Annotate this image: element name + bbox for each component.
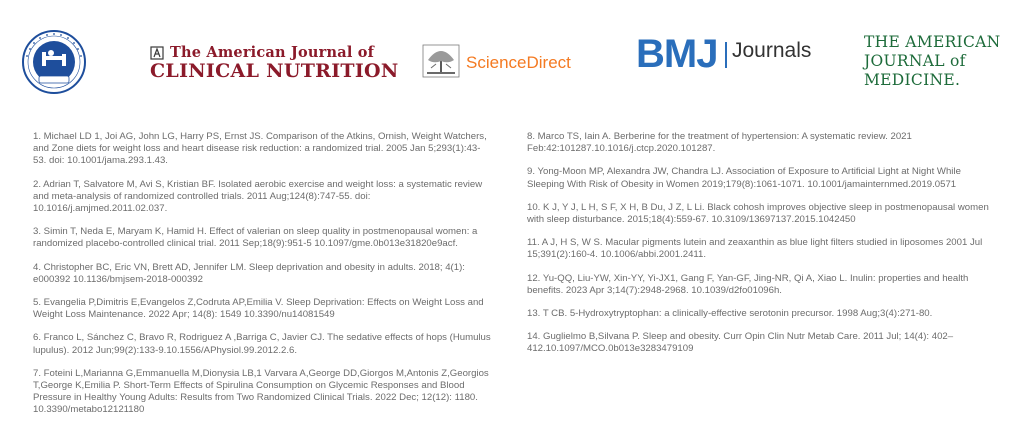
elsevier-tree-icon	[422, 44, 460, 78]
reference-item: 9. Yong-Moon MP, Alexandra JW, Chandra LJ. Association of Exposure to Artificial Light at Night While Sleeping With Risk of Obesity in Women 2019;179(8):1061-1071. 10.1001/jamainternmed.2019.0571	[527, 166, 961, 190]
sciencedirect-logo	[422, 44, 592, 84]
sleep-disorders-journal-seal-logo	[22, 30, 86, 94]
ajcn-logo-line1: The American Journal of	[170, 44, 375, 61]
reference-item: 6. Franco L, Sánchez C, Bravo R, Rodriguez A ,Barriga C, Javier CJ. The sedative effects of hops (Humulus lupulus). 2012 Jun;99(2):133-9.10.1556/APhysiol.99.2012.2.6.	[33, 332, 491, 356]
american-journal-of-medicine-logo	[864, 33, 1004, 93]
ajcn-emblem-icon	[150, 46, 164, 60]
reference-item: 3. Simin T, Neda E, Maryam K, Hamid H. Effect of valerian on sleep quality in postmenopausal women: a randomized placebo-controlled clinical trial. 2011 Sep;18(9):951-5 10.1097/gme.0b013e31820e9acf.	[33, 226, 478, 250]
bmj-mark: BMJ	[636, 32, 718, 76]
reference-item: 5. Evangelia P,Dimitris E,Evangelos Z,Codruta AP,Emilia V. Sleep Deprivation: Effects on Weight Loss and Weight Loss Maintenance. 2022 Apr; 14(8): 1549 10.3390/nu14081549	[33, 297, 484, 321]
ajm-logo-line1: THE AMERICAN	[864, 33, 1001, 51]
ajm-logo-line3: MEDICINE.	[864, 71, 961, 89]
reference-item: 11. A J, H S, W S. Macular pigments lutein and zeaxanthin as blue light filters studied in liposomes 2001 Jul 15;391(2):160-4. 10.1006/abbi.2001.2411.	[527, 237, 983, 261]
bmj-journals-logo	[636, 32, 812, 82]
reference-item: 8. Marco TS, Iain A. Berberine for the treatment of hypertension: A systematic review. 2021 Feb:42:101287.10.1016/j.ctcp.2020.101287.	[527, 131, 912, 155]
bmj-journals-word: Journals	[732, 39, 812, 62]
seal-emblem-icon	[22, 30, 86, 94]
sciencedirect-wordmark: ScienceDirect	[466, 53, 571, 72]
reference-item: 12. Yu-QQ, Liu-YW, Xin-YY, Yi-JX1, Gang F, Yan-GF, Jing-NR, Qi A, Xiao L. Inulin: properties and health benefits. 2023 Apr 3;14(7):2948-2968. 10.1039/d2fo01096h.	[527, 272, 969, 296]
reference-item: 4. Christopher BC, Eric VN, Brett AD, Jennifer LM. Sleep deprivation and obesity in adults. 2018; 4(1): e000392 10.1136/bmjsem-2018-000392	[33, 261, 465, 285]
reference-item: 13. T CB. 5-Hydroxytryptophan: a clinically-effective serotonin precursor. 1998 Aug;3(4):271-80.	[527, 308, 933, 320]
reference-item: 14. Guglielmo B,Silvana P. Sleep and obesity. Curr Opin Clin Nutr Metab Care. 2011 Jul; 14(4): 402–412.10.1097/MCO.0b013e3283479109	[527, 331, 954, 355]
references-column-left	[33, 131, 491, 428]
bmj-divider	[725, 42, 727, 68]
ajcn-logo	[150, 44, 399, 84]
reference-item: 7. Foteini L,Marianna G,Emmanuella M,Dionysia LB,1 Varvara A,George DD,Giorgos M,Antonis Z,Georgios T,George K,Emilia P. Short-Term Effects of Spirulina Consumption on Glycemic Responses and Blood Pressure in Healthy Young Adults: Results from Two Randomized Clinical Trials. 2022 Dec; 12(12): 1180. 10.3390/metabo12121180	[33, 367, 489, 416]
reference-item: 2. Adrian T, Salvatore M, Avi S, Kristian BF. Isolated aerobic exercise and weight loss: a systematic review and meta-analysis of randomized controlled trials. 2011 Aug;124(8):747-55. doi: 10.1016/j.amjmed.2011.02.037.	[33, 178, 483, 215]
ajcn-logo-line2: CLINICAL NUTRITION	[150, 60, 399, 82]
ajm-logo-line2: JOURNAL of	[864, 52, 966, 70]
reference-item: 1. Michael LD 1, Joi AG, John LG, Harry PS, Ernst JS. Comparison of the Atkins, Ornish, Weight Watchers, and Zone diets for weight loss and heart disease risk reduction: a randomized trial. 2005 Jan 5;293(1):43-53. doi: 10.1001/jama.293.1.43.	[33, 131, 487, 167]
reference-item: 10. K J, Y J, L H, S F, X H, B Du, J Z, L Li. Black cohosh improves objective sleep in postmenopausal women with sleep disturbance. 2015;18(4):559-67. 10.3109/13697137.2015.1042450	[527, 201, 989, 226]
references-column-right	[527, 131, 997, 367]
journal-logos-row	[0, 0, 1024, 110]
